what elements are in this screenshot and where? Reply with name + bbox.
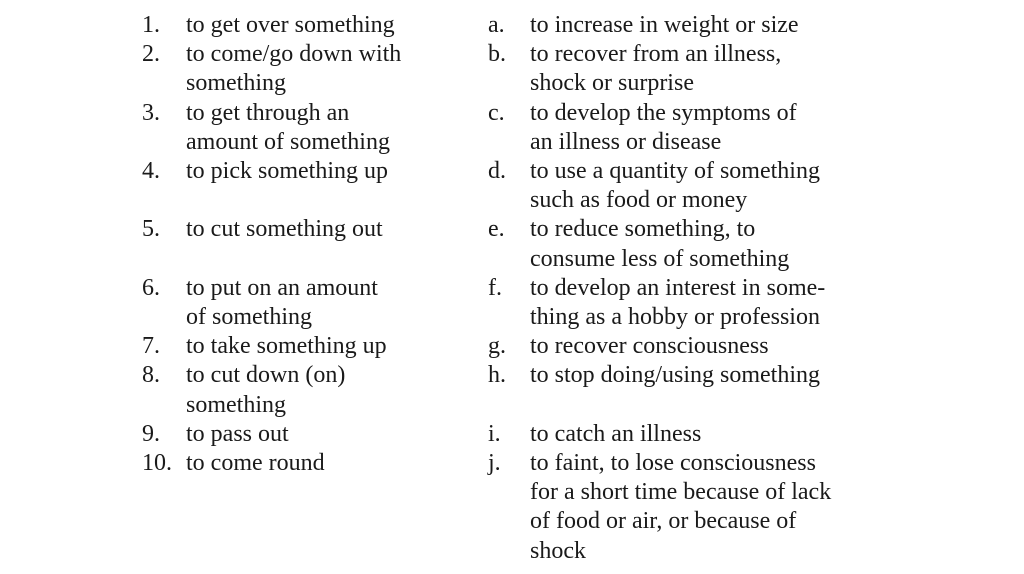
definition-item-text: to increase in weight or size — [530, 12, 799, 38]
definition-item-text: to faint, to lose consciousness for a short time because of lack of food or air, or because of shock — [530, 450, 832, 564]
phrasal-verb-item-marker: 10. — [142, 450, 172, 476]
definition-item-text: to catch an illness — [530, 420, 702, 447]
definition-item — [488, 449, 888, 566]
phrasal-verb-item-text: to put on an amount of something — [186, 274, 378, 330]
definition-item-text: to stop doing/using something — [530, 362, 821, 389]
phrasal-verb-item-marker: 7. — [142, 333, 160, 360]
definition-item-text: to recover from an illness, shock or surprise — [530, 41, 782, 97]
definition-item-text: to develop the symptoms of an illness or disease — [530, 99, 797, 155]
definition-item-marker: c. — [488, 99, 505, 126]
phrasal-verb-item — [142, 215, 462, 244]
definition-item-text: to develop an interest in some- thing as a hobby or profession — [530, 274, 826, 330]
phrasal-verb-item-text: to cut something out — [186, 216, 383, 243]
definition-item — [488, 361, 888, 390]
phrasal-verb-item — [142, 420, 462, 449]
phrasal-verb-item-text: to get over something — [186, 12, 395, 38]
phrasal-verb-item-text: to come/go down with something — [186, 41, 402, 97]
phrasal-verb-item — [142, 449, 462, 478]
definition-item — [488, 420, 888, 449]
phrasal-verb-item-marker: 2. — [142, 41, 160, 68]
definition-item-marker: h. — [488, 362, 506, 389]
definition-item-marker: a. — [488, 12, 505, 38]
definition-item-marker: j. — [488, 450, 501, 476]
phrasal-verb-item-marker: 9. — [142, 420, 160, 447]
phrasal-verb-item-text: to come round — [186, 450, 325, 476]
phrasal-verb-item-text: to take something up — [186, 333, 387, 360]
phrasal-verb-item-marker: 1. — [142, 12, 160, 38]
definition-item — [488, 274, 888, 332]
phrasal-verb-item-marker: 4. — [142, 158, 160, 184]
phrasal-verb-item-text: to pass out — [186, 420, 289, 447]
phrasal-verb-item-text: to get through an amount of something — [186, 99, 390, 155]
phrasal-verb-item-marker: 5. — [142, 216, 160, 243]
definition-item-marker: e. — [488, 216, 505, 243]
definition-item — [488, 215, 888, 273]
definition-item-marker: d. — [488, 158, 506, 184]
phrasal-verb-item-marker: 6. — [142, 274, 160, 301]
phrasal-verb-item-marker: 3. — [142, 99, 160, 126]
phrasal-verb-item-marker: 8. — [142, 362, 160, 389]
definition-item-marker: b. — [488, 41, 506, 68]
phrasal-verb-item — [142, 274, 462, 332]
definition-item-text: to use a quantity of something such as food or money — [530, 158, 820, 214]
definition-item-text: to recover consciousness — [530, 333, 769, 360]
definition-item-marker: i. — [488, 420, 501, 447]
definition-item — [488, 11, 888, 40]
phrasal-verb-item — [142, 99, 462, 157]
phrasal-verb-item-text: to cut down (on) something — [186, 362, 346, 418]
definition-item-text: to reduce something, to consume less of something — [530, 216, 790, 272]
definition-item — [488, 332, 888, 361]
phrasal-verb-item — [142, 40, 462, 98]
definition-item — [488, 40, 888, 98]
definition-item — [488, 157, 888, 215]
phrasal-verb-item — [142, 332, 462, 361]
definition-item — [488, 99, 888, 157]
phrasal-verb-item — [142, 157, 462, 186]
phrasal-verb-item — [142, 361, 462, 419]
definition-item-marker: g. — [488, 333, 506, 360]
phrasal-verb-item — [142, 11, 462, 40]
phrasal-verb-item-text: to pick something up — [186, 158, 388, 184]
definition-item-marker: f. — [488, 274, 502, 301]
